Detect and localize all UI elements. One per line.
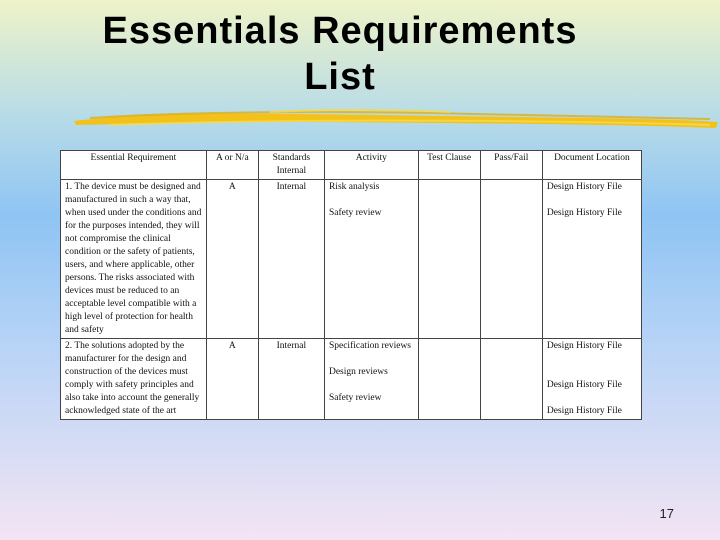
test-clause-cell [418, 339, 480, 420]
activity-cell [324, 339, 418, 420]
applicable-cell: A [206, 339, 258, 420]
title-line-2: List [304, 56, 376, 98]
activity-item: Specification reviews [328, 341, 412, 351]
activity-item: Design reviews [328, 367, 388, 377]
header-activity: Activity [324, 151, 418, 180]
document-item: Design History File [546, 406, 622, 416]
page-number: 17 [659, 506, 674, 521]
document-location-cell [542, 180, 641, 339]
requirement-cell: 1. The device must be designed and manufactured in such a way that, when used under the conditions and for the purposes intended, they will not compromise the clinical condition or the safety of patients, users, and where applicable, other persons. The risks associated with devices must be reduced to an acceptable level compatible with a high level of protection for health and safety [61, 180, 207, 339]
activity-item: Safety review [328, 393, 382, 403]
test-clause-cell [418, 180, 480, 339]
standards-cell: Internal [258, 339, 324, 420]
brush-stroke-divider [70, 104, 720, 134]
requirement-cell: 2. The solutions adopted by the manufacturer for the design and construction of the devices must comply with safety principles and also take into account the generally acknowledged state of the art [61, 339, 207, 420]
header-essential-requirement: Essential Requirement [61, 151, 207, 180]
header-pass-fail: Pass/Fail [480, 151, 542, 180]
title-line-1: Essentials Requirements [102, 10, 578, 52]
pass-fail-cell [480, 339, 542, 420]
document-location-cell [542, 339, 641, 420]
header-standards: Standards Internal [258, 151, 324, 180]
header-test-clause: Test Clause [418, 151, 480, 180]
applicable-cell: A [206, 180, 258, 339]
document-item: Design History File [546, 380, 622, 390]
table-row [61, 180, 642, 339]
essential-requirements-table [60, 150, 642, 420]
pass-fail-cell [480, 180, 542, 339]
header-document-location: Document Location [542, 151, 641, 180]
table-header-row [61, 151, 642, 180]
document-item: Design History File [546, 208, 622, 218]
activity-item: Safety review [328, 208, 382, 218]
slide-title [60, 8, 620, 100]
document-item: Design History File [546, 182, 622, 192]
standards-cell: Internal [258, 180, 324, 339]
table-row [61, 339, 642, 420]
activity-cell [324, 180, 418, 339]
document-item: Design History File [546, 341, 622, 351]
header-applicable: A or N/a [206, 151, 258, 180]
activity-item: Risk analysis [328, 182, 380, 192]
